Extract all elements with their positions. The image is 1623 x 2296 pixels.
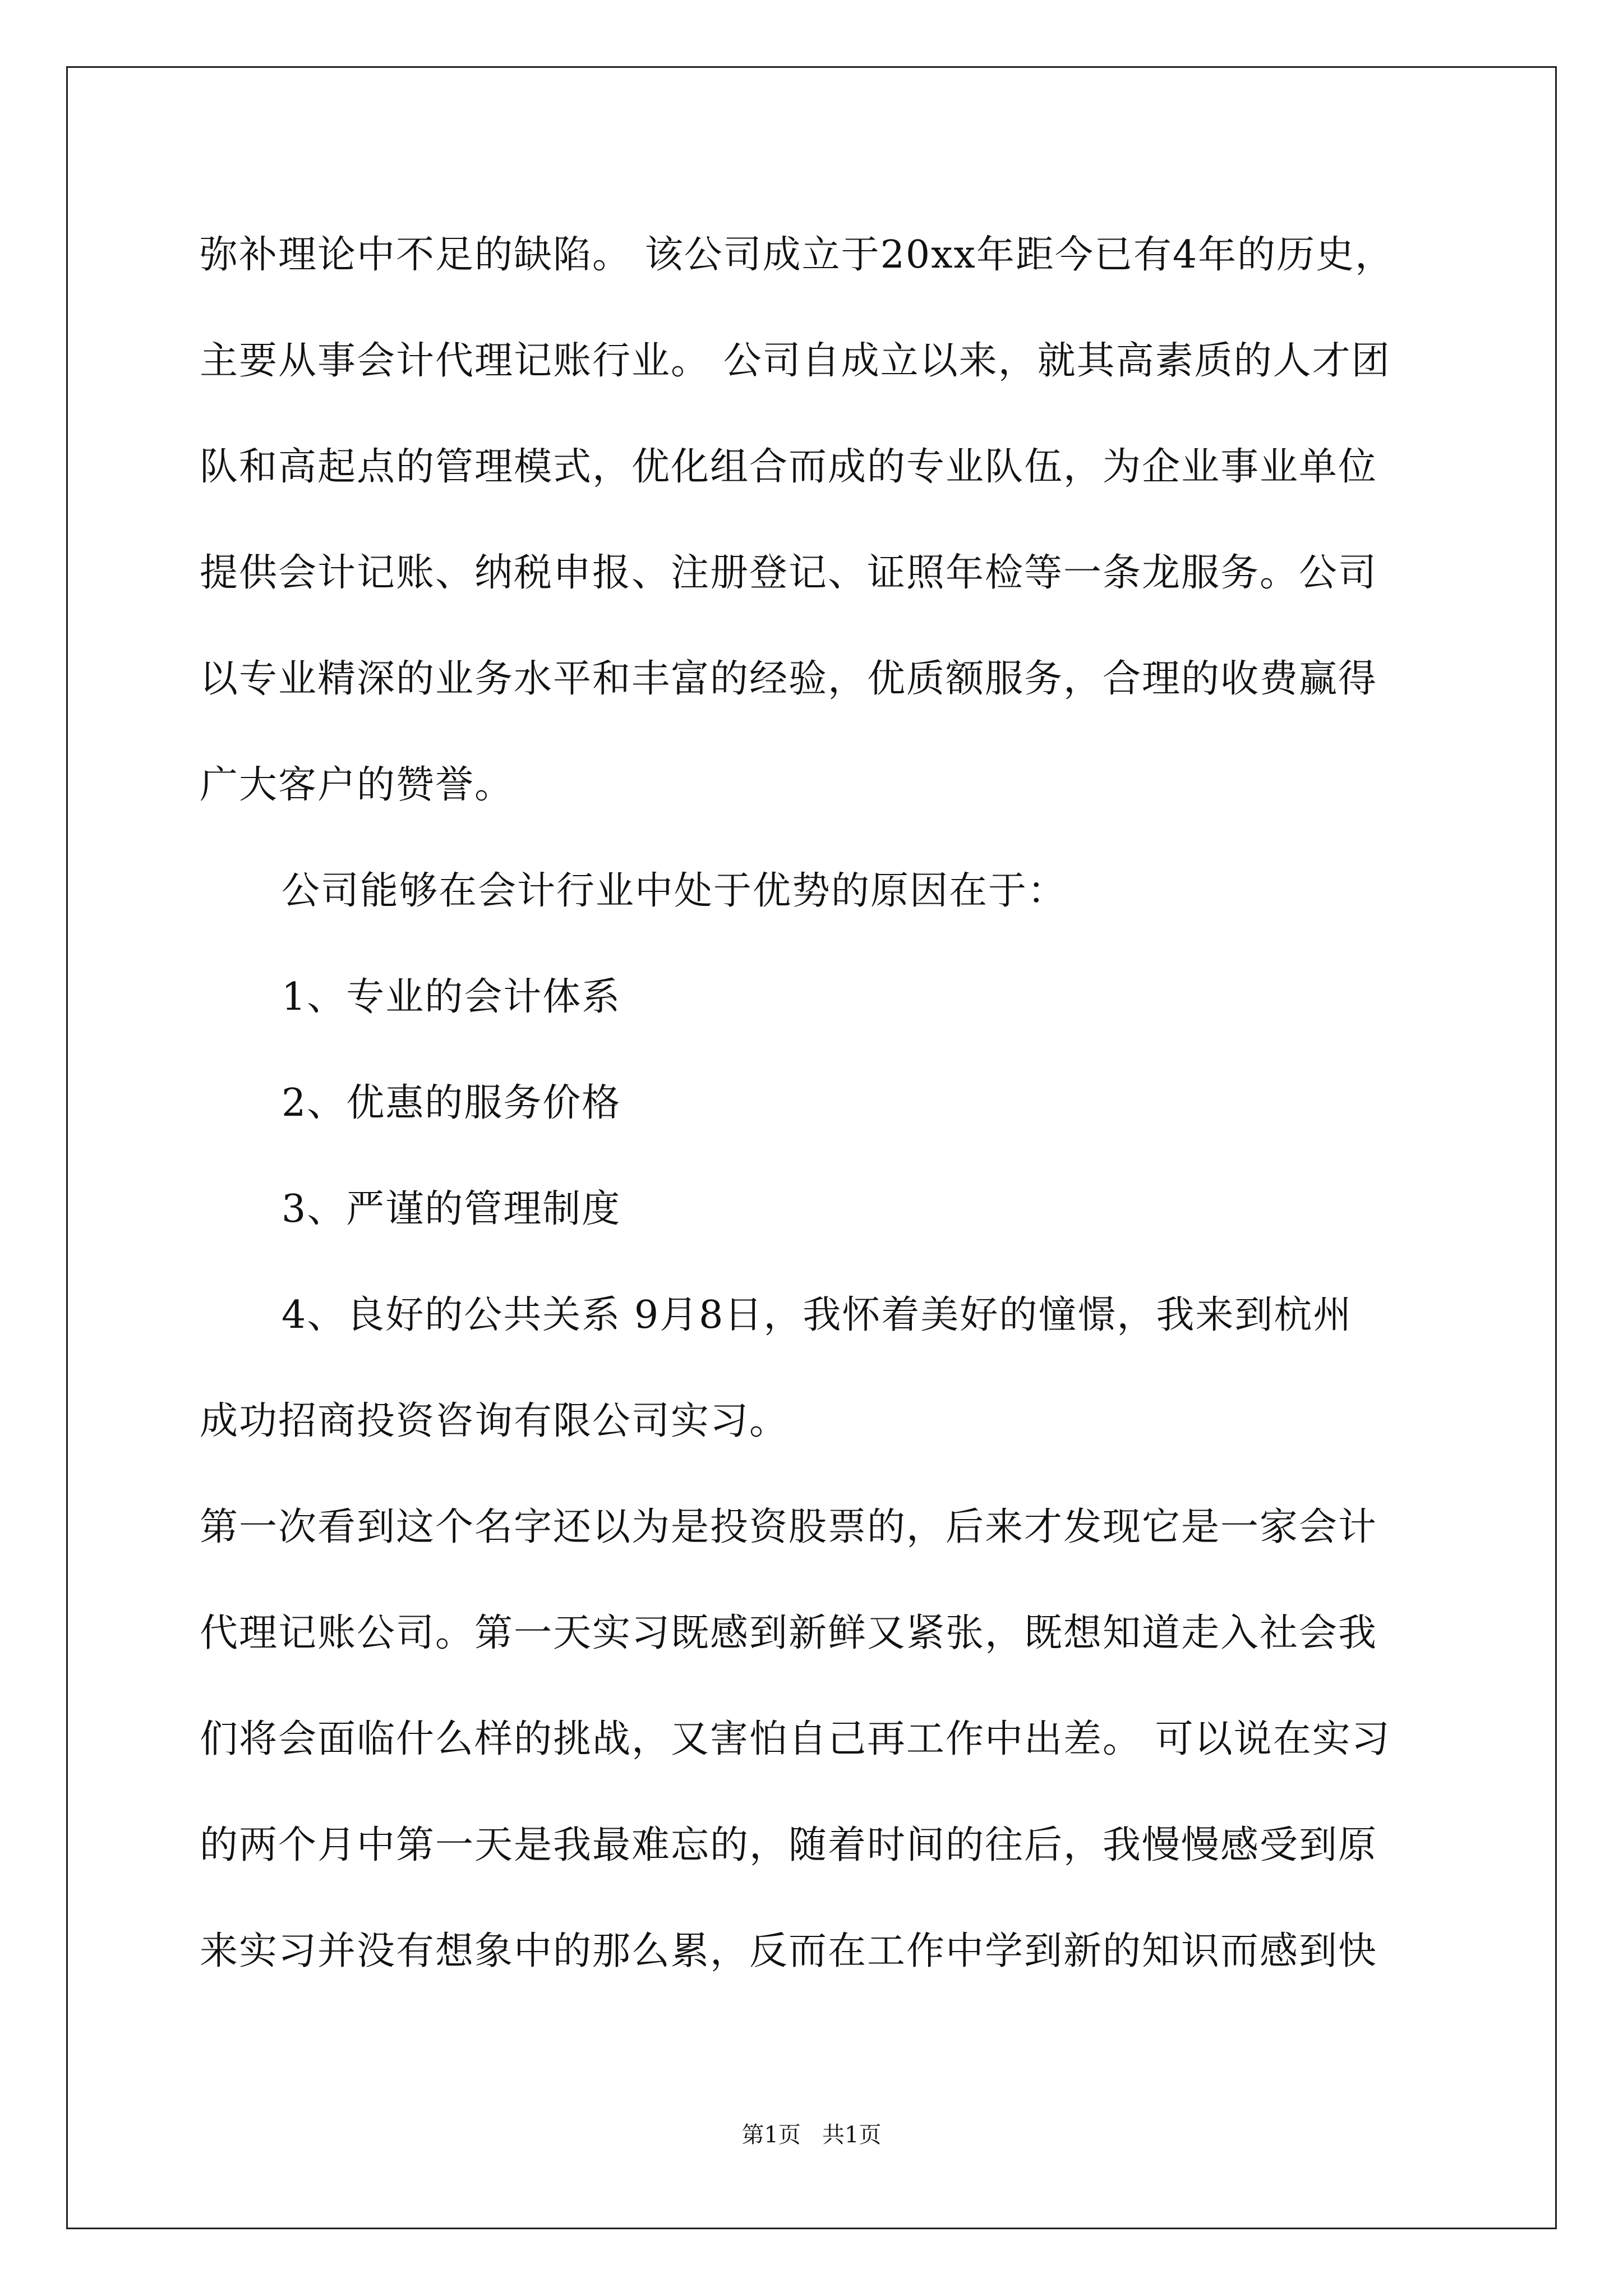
text-line: 成功招商投资咨询有限公司实习。	[200, 1399, 789, 1443]
text-line: 第一次看到这个名字还以为是投资股票的，后来才发现它是一家会计	[200, 1505, 1378, 1549]
text-line: 以专业精深的业务水平和丰富的经验，优质额服务，合理的收费赢得	[200, 657, 1378, 701]
text-line: 提供会计记账、纳税申报、注册登记、证照年检等一条龙服务。公司	[200, 551, 1378, 595]
document-body	[200, 218, 1428, 2020]
page-number-footer: 第1页 共1页	[741, 2122, 882, 2148]
text-line: 弥补理论中不足的缺陷。 该公司成立于20xx年距今已有4年的历史，	[200, 233, 1395, 277]
list-item: 1、专业的会计体系	[282, 975, 621, 1019]
text-line: 的两个月中第一天是我最难忘的，随着时间的往后，我慢慢感受到原	[200, 1823, 1378, 1867]
text-line: 来实习并没有想象中的那么累，反而在工作中学到新的知识而感到快	[200, 1929, 1378, 1973]
text-line: 主要从事会计代理记账行业。 公司自成立以来，就其高素质的人才团	[200, 339, 1391, 383]
text-line: 公司能够在会计行业中处于优势的原因在于：	[282, 869, 1067, 913]
list-item: 2、优惠的服务价格	[282, 1081, 621, 1125]
text-line: 代理记账公司。第一天实习既感到新鲜又紧张，既想知道走入社会我	[200, 1611, 1378, 1655]
text-line: 们将会面临什么样的挑战，又害怕自己再工作中出差。 可以说在实习	[200, 1717, 1391, 1761]
text-line: 广大客户的赞誉。	[200, 763, 514, 807]
text-line: 队和高起点的管理模式，优化组合而成的专业队伍，为企业事业单位	[200, 445, 1378, 489]
list-item: 4、良好的公共关系 9月8日，我怀着美好的憧憬，我来到杭州	[282, 1293, 1353, 1337]
list-item: 3、严谨的管理制度	[282, 1187, 621, 1231]
